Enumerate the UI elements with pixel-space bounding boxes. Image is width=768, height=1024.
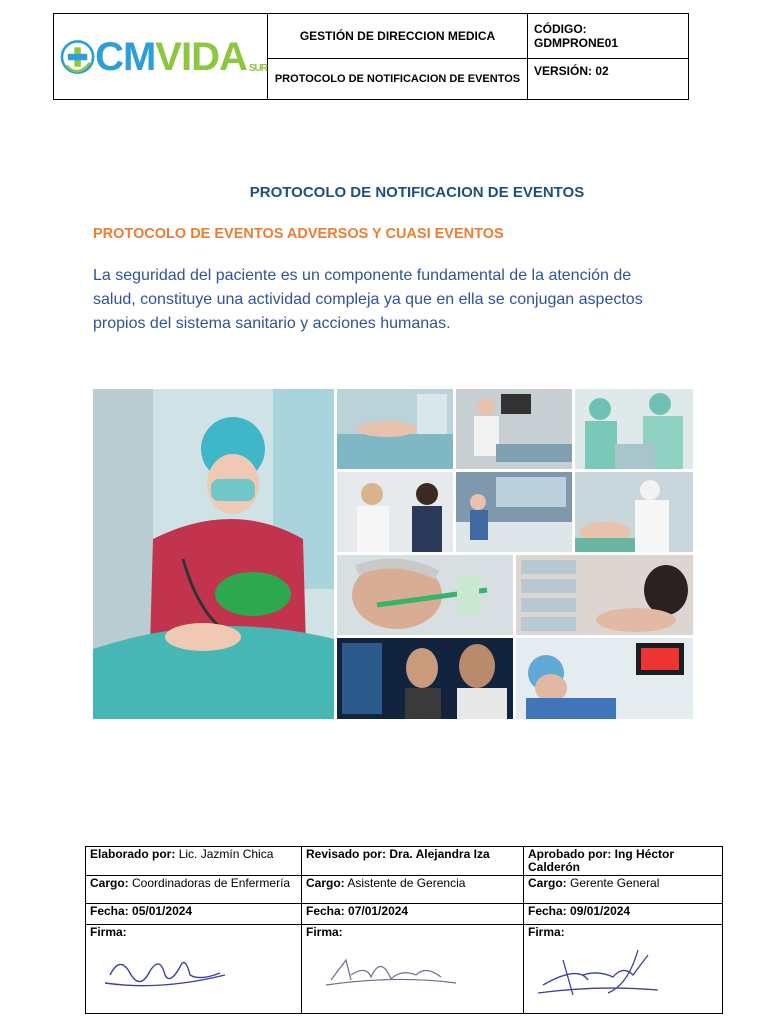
reviewed-by-label: Revisado por: xyxy=(306,847,387,861)
signature-2-image xyxy=(306,945,466,995)
logo-text-sur: SUR xyxy=(248,62,267,74)
prepared-by-label: Elaborado por: xyxy=(90,847,176,861)
signature-cell-3 xyxy=(524,925,723,1014)
role-cell-3 xyxy=(524,876,723,904)
signature-cell-2 xyxy=(302,925,524,1014)
date-cell-3 xyxy=(524,904,723,925)
code-cell xyxy=(528,14,689,59)
document-subtitle: PROTOCOLO DE EVENTOS ADVERSOS Y CUASI EVENTOS xyxy=(93,226,504,242)
oxygen-mask-patient-photo xyxy=(337,555,513,635)
surgical-team-photo xyxy=(575,389,693,469)
patient-bed-photo xyxy=(337,389,453,469)
header-table xyxy=(53,13,689,100)
signature-label-2: Firma: xyxy=(306,925,343,939)
version-cell xyxy=(528,59,689,100)
code-value: GDMPRONE01 xyxy=(534,36,619,50)
medical-photo-collage xyxy=(93,389,693,719)
approval-table xyxy=(85,846,723,1014)
scanner-room-photo xyxy=(456,472,572,552)
department-cell xyxy=(268,14,528,59)
date-value-3: 09/01/2024 xyxy=(570,904,631,918)
date-value-1: 05/01/2024 xyxy=(132,904,193,918)
endoscopy-photo xyxy=(575,472,693,552)
signature-label-3: Firma: xyxy=(528,925,565,939)
department-name: GESTIÓN DE DIRECCION MEDICA xyxy=(299,29,496,43)
approved-by-cell xyxy=(524,847,723,876)
date-label-1: Fecha: xyxy=(90,904,129,918)
nurse-anesthesia-photo xyxy=(93,389,334,719)
company-logo xyxy=(54,14,267,99)
role-label-3: Cargo: xyxy=(528,876,567,890)
surgeon-monitor-photo xyxy=(516,638,693,719)
role-value-1: Coordinadoras de Enfermería xyxy=(132,876,291,890)
document-title: PROTOCOLO DE NOTIFICACION DE EVENTOS xyxy=(249,184,585,201)
signature-label-1: Firma: xyxy=(90,925,127,939)
logo-cell xyxy=(54,14,268,100)
protocol-title-cell xyxy=(268,59,528,100)
role-label-2: Cargo: xyxy=(306,876,345,890)
prepared-by-value: Lic. Jazmín Chica xyxy=(178,847,274,861)
logo-text-vida: VIDA xyxy=(155,34,247,79)
code-label: CÓDIGO: xyxy=(534,22,587,36)
prepared-by-cell xyxy=(86,847,302,876)
date-label-2: Fecha: xyxy=(306,904,345,918)
signature-cell-1 xyxy=(86,925,302,1014)
role-value-3: Gerente General xyxy=(570,876,660,890)
doctor-consultation-photo xyxy=(337,472,453,552)
logo-text-cm: CM xyxy=(95,34,156,79)
role-cell-2 xyxy=(302,876,524,904)
signature-3-image xyxy=(528,945,668,1000)
reviewed-by-value: Dra. Alejandra Iza xyxy=(389,847,490,861)
date-value-2: 07/01/2024 xyxy=(348,904,409,918)
date-label-3: Fecha: xyxy=(528,904,567,918)
date-cell-1 xyxy=(86,904,302,925)
intro-paragraph: La seguridad del paciente es un componente fundamental de la atención de salud, constituye una actividad compleja ya que en ella se conjugan aspectos propios del sistema sanitario y acciones humanas. xyxy=(93,267,643,332)
role-label-1: Cargo: xyxy=(90,876,129,890)
ultrasound-photo xyxy=(456,389,572,469)
approved-by-value: Ing Héctor Calderón xyxy=(528,847,675,874)
doctors-xray-photo xyxy=(337,638,513,719)
role-cell-1 xyxy=(86,876,302,904)
role-value-2: Asistente de Gerencia xyxy=(347,876,466,890)
date-cell-2 xyxy=(302,904,524,925)
protocol-title: PROTOCOLO DE NOTIFICACION DE EVENTOS xyxy=(274,73,521,85)
infusion-pumps-photo xyxy=(516,555,693,635)
cross-logo-icon xyxy=(60,30,95,84)
approved-by-label: Aprobado por: xyxy=(528,847,612,861)
reviewed-by-cell xyxy=(302,847,524,876)
version: VERSIÓN: 02 xyxy=(534,64,609,78)
signature-1-image xyxy=(90,945,230,995)
